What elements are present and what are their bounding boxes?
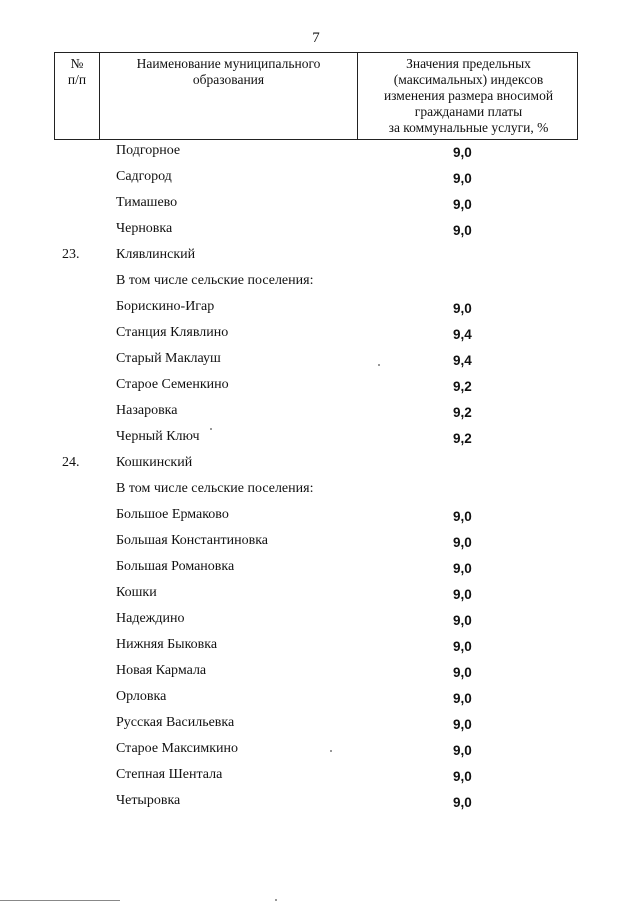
- table-row: [0, 635, 632, 661]
- row-value: 9,0: [453, 223, 472, 238]
- bottom-divider: [0, 900, 120, 901]
- table-row: [0, 271, 632, 297]
- table-row: [0, 375, 632, 401]
- row-name: Старый Маклауш: [116, 351, 221, 366]
- row-name: Кошки: [116, 585, 157, 600]
- header-value-column: [358, 53, 579, 139]
- scan-speck: [330, 750, 332, 752]
- table-row: [0, 245, 632, 271]
- row-name: Клявлинский: [116, 247, 196, 262]
- row-name: Старое Семенкино: [116, 377, 229, 392]
- row-value: 9,0: [453, 665, 472, 680]
- row-value: 9,0: [453, 197, 472, 212]
- row-name: Садгород: [116, 169, 172, 184]
- row-value: 9,2: [453, 431, 472, 446]
- row-value: 9,0: [453, 145, 472, 160]
- table-row: [0, 687, 632, 713]
- table-row: [0, 297, 632, 323]
- table-header: [54, 52, 578, 140]
- header-number-label: № п/п: [67, 56, 87, 87]
- row-name: Степная Шентала: [116, 767, 223, 782]
- table-row: [0, 167, 632, 193]
- row-name: Станция Клявлино: [116, 325, 229, 340]
- table-row: [0, 219, 632, 245]
- table-row: [0, 765, 632, 791]
- table-row: [0, 453, 632, 479]
- row-value: 9,4: [453, 353, 472, 368]
- scan-speck: [210, 428, 212, 430]
- table-row: [0, 401, 632, 427]
- row-value: 9,0: [453, 171, 472, 186]
- row-name: Надеждино: [116, 611, 185, 626]
- table-row: [0, 661, 632, 687]
- scan-speck: [275, 899, 277, 901]
- row-name: Орловка: [116, 689, 167, 704]
- header-number-column: [55, 53, 100, 139]
- table-row: [0, 609, 632, 635]
- row-name: Подгорное: [116, 143, 181, 158]
- row-value: 9,0: [453, 613, 472, 628]
- table-row: [0, 479, 632, 505]
- row-value: 9,0: [453, 561, 472, 576]
- table-row: [0, 531, 632, 557]
- table-row: [0, 427, 632, 453]
- table-row: [0, 739, 632, 765]
- table-row: [0, 349, 632, 375]
- row-value: 9,0: [453, 717, 472, 732]
- row-value: 9,0: [453, 639, 472, 654]
- header-name-label: Наименование муниципального образования: [136, 56, 321, 87]
- table-row: [0, 791, 632, 817]
- row-name: Борискино-Игар: [116, 299, 215, 314]
- row-name: Новая Кармала: [116, 663, 207, 678]
- row-name: Тимашево: [116, 195, 178, 210]
- row-value: 9,2: [453, 379, 472, 394]
- row-name: В том числе сельские поселения:: [116, 273, 314, 288]
- header-value-label: Значения предельных (максимальных) индексов изменения размера вносимой гражданами платы за коммунальные услуги, %: [383, 56, 554, 135]
- row-name: Черновка: [116, 221, 173, 236]
- row-name: Черный Ключ: [116, 429, 200, 444]
- row-name: Назаровка: [116, 403, 178, 418]
- table-row: [0, 583, 632, 609]
- table-row: [0, 323, 632, 349]
- table-row: [0, 557, 632, 583]
- row-value: 9,2: [453, 405, 472, 420]
- header-name-column: [100, 53, 358, 139]
- row-value: 9,0: [453, 691, 472, 706]
- row-value: 9,4: [453, 327, 472, 342]
- row-number: 23.: [62, 247, 80, 262]
- row-value: 9,0: [453, 769, 472, 784]
- row-name: Русская Васильевка: [116, 715, 235, 730]
- table-row: [0, 141, 632, 167]
- row-name: Нижняя Быковка: [116, 637, 218, 652]
- row-number: 24.: [62, 455, 80, 470]
- row-name: Большое Ермаково: [116, 507, 229, 522]
- scan-speck: [378, 364, 380, 366]
- row-name: Большая Константиновка: [116, 533, 269, 548]
- row-value: 9,0: [453, 301, 472, 316]
- row-value: 9,0: [453, 535, 472, 550]
- row-name: Большая Романовка: [116, 559, 235, 574]
- table-row: [0, 505, 632, 531]
- row-name: Старое Максимкино: [116, 741, 239, 756]
- row-value: 9,0: [453, 509, 472, 524]
- table-body: [0, 141, 632, 817]
- page-number: 7: [312, 30, 320, 46]
- row-value: 9,0: [453, 587, 472, 602]
- row-name: Кошкинский: [116, 455, 193, 470]
- row-name: В том числе сельские поселения:: [116, 481, 314, 496]
- table-row: [0, 713, 632, 739]
- row-value: 9,0: [453, 795, 472, 810]
- table-row: [0, 193, 632, 219]
- row-value: 9,0: [453, 743, 472, 758]
- row-name: Четыровка: [116, 793, 181, 808]
